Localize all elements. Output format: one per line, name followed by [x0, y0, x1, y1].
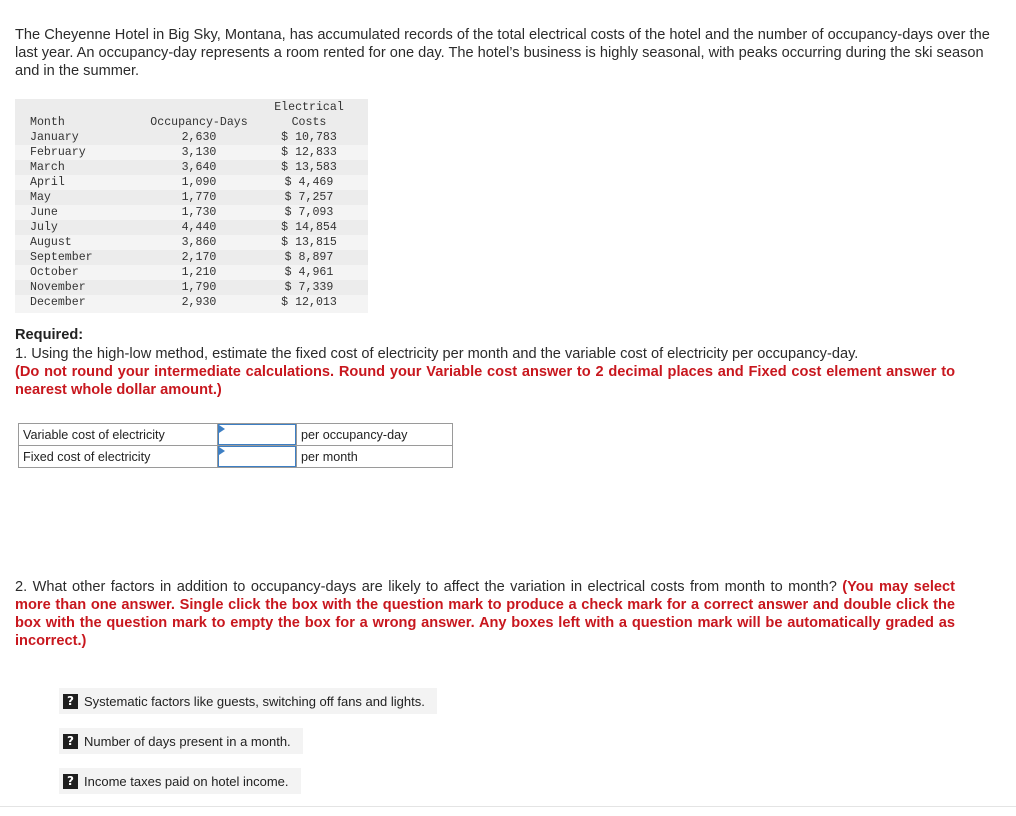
table-row: [15, 160, 368, 175]
answer-table: [18, 423, 453, 468]
header-electrical-costs: [254, 99, 368, 130]
input-flag-icon: [219, 425, 225, 433]
option-number-of-days[interactable]: [59, 728, 303, 754]
occupancy-cell: 2,930: [181, 296, 217, 309]
option-systematic-factors[interactable]: [59, 688, 437, 714]
question-1-text: 1. Using the high-low method, estimate the fixed cost of electricity per month and the variable cost of electricity per occupancy-day.: [15, 346, 859, 362]
cost-cell: $ 13,815: [281, 236, 337, 249]
option-text: Income taxes paid on hotel income.: [84, 773, 289, 789]
occupancy-cell: 1,210: [181, 266, 217, 279]
month-cell: January: [30, 131, 79, 144]
electrical-cost-data-table: [15, 99, 368, 313]
fixed-cost-label: Fixed cost of electricity: [19, 446, 218, 468]
table-row: [15, 235, 368, 250]
table-row: [15, 250, 368, 265]
header-electrical-costs-line1: Electrical: [274, 101, 344, 114]
table-row: [15, 220, 368, 235]
occupancy-cell: 3,640: [181, 161, 217, 174]
header-month: Month: [15, 99, 144, 130]
table-row: [15, 280, 368, 295]
month-cell: December: [30, 296, 86, 309]
question-mark-checkbox[interactable]: ?: [63, 734, 78, 749]
table-row: [15, 145, 368, 160]
question-2: [15, 578, 955, 650]
month-cell: March: [30, 161, 65, 174]
table-row: [15, 175, 368, 190]
variable-cost-label: Variable cost of electricity: [19, 424, 218, 446]
cost-cell: $ 13,583: [281, 161, 337, 174]
required-heading: Required:: [15, 327, 84, 343]
bottom-divider: [0, 806, 1016, 807]
occupancy-cell: 2,170: [181, 251, 217, 264]
month-cell: October: [30, 266, 79, 279]
cost-cell: $ 12,833: [281, 146, 337, 159]
month-cell: July: [30, 221, 58, 234]
option-text: Number of days present in a month.: [84, 733, 291, 749]
occupancy-cell: 1,090: [181, 176, 217, 189]
answer-row-variable-cost: [19, 424, 453, 446]
question-mark-checkbox[interactable]: ?: [63, 694, 78, 709]
month-cell: April: [30, 176, 65, 189]
fixed-cost-input[interactable]: [218, 446, 296, 467]
occupancy-cell: 1,730: [181, 206, 217, 219]
question-mark-checkbox[interactable]: ?: [63, 774, 78, 789]
occupancy-cell: 1,790: [181, 281, 217, 294]
table-row: [15, 265, 368, 280]
month-cell: September: [30, 251, 93, 264]
occupancy-cell: 4,440: [181, 221, 217, 234]
month-cell: May: [30, 191, 51, 204]
month-cell: August: [30, 236, 72, 249]
variable-cost-input-cell: [218, 424, 297, 446]
table-row: [15, 205, 368, 220]
table-row: [15, 130, 368, 145]
occupancy-cell: 3,130: [181, 146, 217, 159]
occupancy-cell: 1,770: [181, 191, 217, 204]
table-row: [15, 190, 368, 205]
question-2-text: 2. What other factors in addition to occupancy-days are likely to affect the variation in electrical costs from month to month?: [15, 579, 837, 595]
cost-cell: $ 8,897: [284, 251, 334, 264]
question-1-instructions: (Do not round your intermediate calculations. Round your Variable cost answer to 2 decimal places and Fixed cost element answer to nearest whole dollar amount.): [15, 364, 955, 398]
header-occupancy-days: Occupancy-Days: [144, 99, 254, 130]
table-row: [15, 295, 368, 313]
occupancy-cell: 3,860: [181, 236, 217, 249]
table-header-row: [15, 99, 368, 130]
fixed-cost-unit: per month: [297, 446, 453, 468]
cost-cell: $ 7,339: [284, 281, 334, 294]
month-cell: November: [30, 281, 86, 294]
answer-row-fixed-cost: [19, 446, 453, 468]
cost-cell: $ 14,854: [281, 221, 337, 234]
problem-intro: The Cheyenne Hotel in Big Sky, Montana, has accumulated records of the total electrical costs of the hotel and the number of occupancy-days over the last year. An occupancy-day represents a room rented for one day. The hotel’s business is highly seasonal, with peaks occurring during the ski season and in the summer.: [15, 27, 990, 79]
month-cell: February: [30, 146, 86, 159]
cost-cell: $ 10,783: [281, 131, 337, 144]
question-2-instructions: (You may select more than one answer. Single click the box with the question mark to produce a check mark for a correct answer and double click the box with the question mark to empty the box for a wrong answer. Any boxes left with a question mark will be automatically graded as incorrect.): [15, 579, 956, 649]
cost-cell: $ 7,093: [284, 206, 334, 219]
variable-cost-unit: per occupancy-day: [297, 424, 453, 446]
option-text: Systematic factors like guests, switching off fans and lights.: [84, 693, 425, 709]
option-income-taxes[interactable]: [59, 768, 301, 794]
input-flag-icon: [219, 447, 225, 455]
variable-cost-input[interactable]: [218, 424, 296, 445]
month-cell: June: [30, 206, 58, 219]
cost-cell: $ 7,257: [284, 191, 334, 204]
cost-cell: $ 12,013: [281, 296, 337, 309]
occupancy-cell: 2,630: [181, 131, 217, 144]
fixed-cost-input-cell: [218, 446, 297, 468]
cost-cell: $ 4,469: [284, 176, 334, 189]
cost-cell: $ 4,961: [284, 266, 334, 279]
header-electrical-costs-line2: Costs: [291, 116, 327, 129]
